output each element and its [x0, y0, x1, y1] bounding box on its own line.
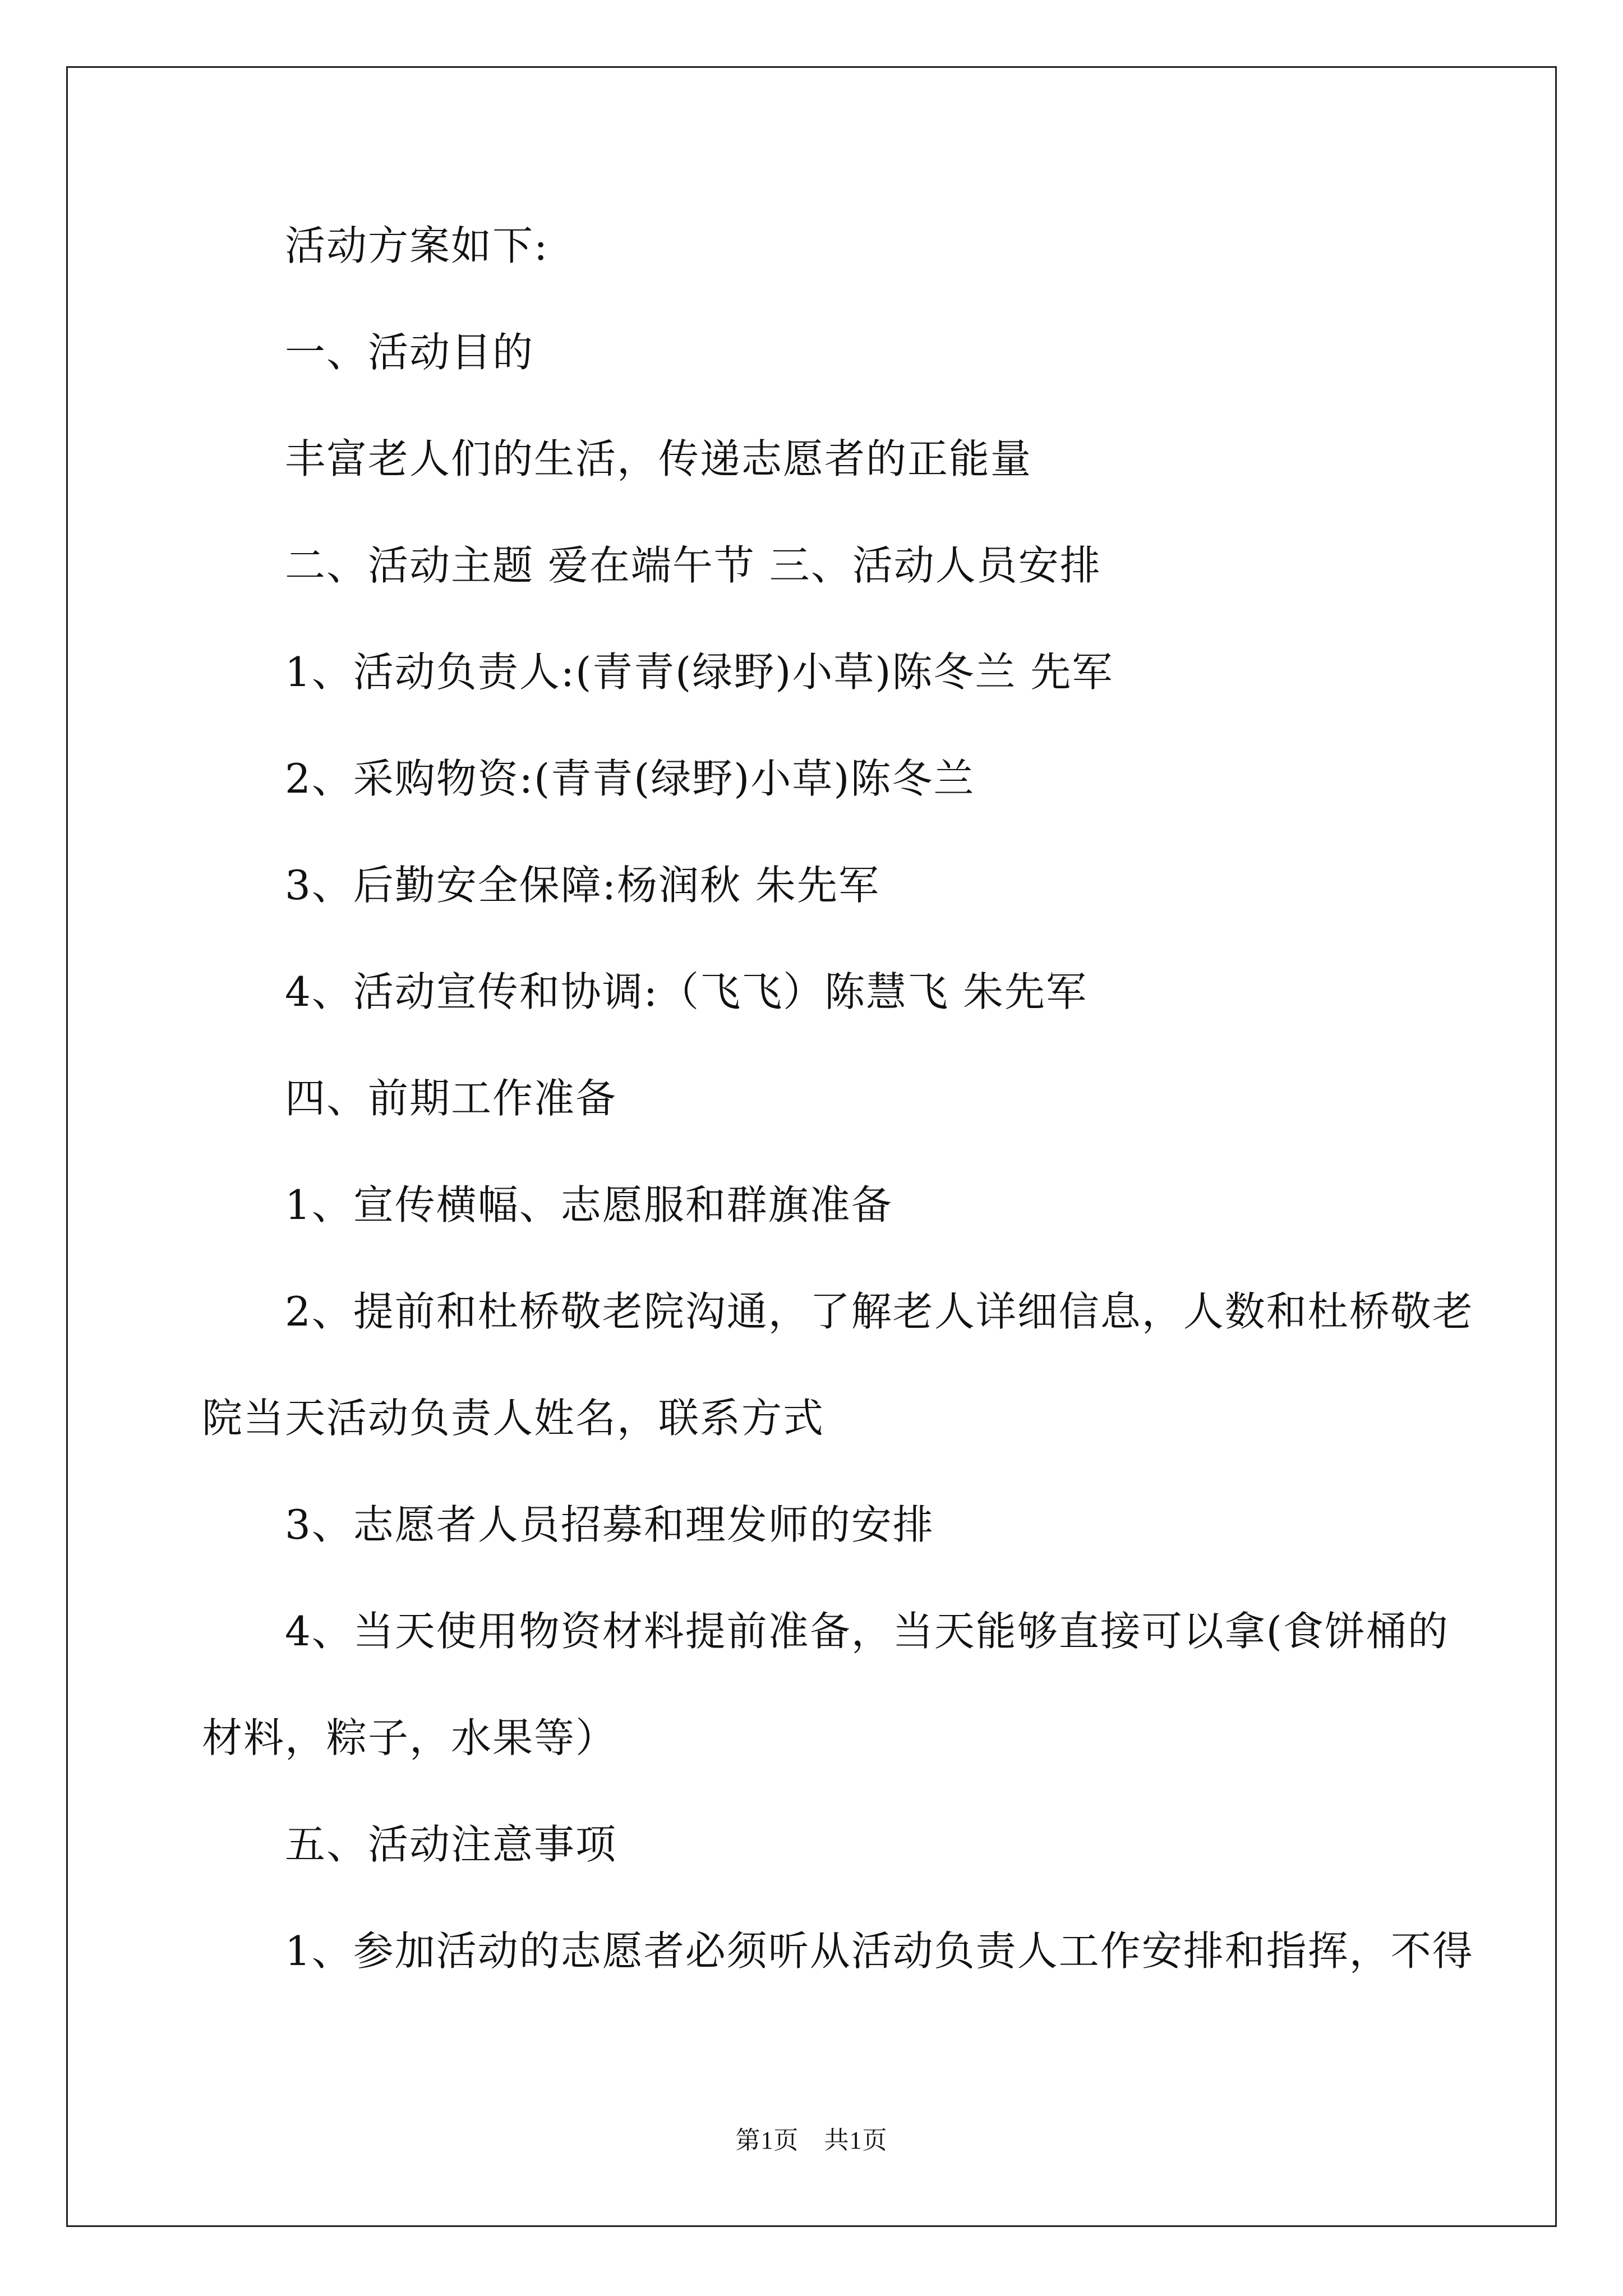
preparation-item-4-continued: 材料，粽子，水果等）	[202, 1714, 617, 1761]
preparation-item-2-continued: 院当天活动负责人姓名，联系方式	[202, 1395, 825, 1442]
page-number: 第1页 共1页	[735, 2127, 888, 2154]
staff-item-1: 1、活动负责人:(青青(绿野)小草)陈冬兰 先军	[285, 648, 1114, 696]
purpose-text: 丰富老人们的生活，传递志愿者的正能量	[285, 435, 1032, 482]
staff-item-3: 3、后勤安全保障:杨润秋 朱先军	[285, 862, 880, 909]
intro-line: 活动方案如下:	[285, 222, 549, 269]
section-heading-preparation: 四、前期工作准备	[285, 1075, 617, 1122]
preparation-item-4: 4、当天使用物资材料提前准备，当天能够直接可以拿(食饼桶的	[285, 1608, 1449, 1655]
preparation-item-1: 1、宣传横幅、志愿服和群旗准备	[285, 1181, 893, 1228]
section-heading-notes: 五、活动注意事项	[285, 1821, 617, 1868]
document-body	[202, 222, 1474, 2035]
preparation-item-2: 2、提前和杜桥敬老院沟通，了解老人详细信息，人数和杜桥敬老	[285, 1288, 1474, 1335]
section-heading-theme-staff: 二、活动主题 爱在端午节 三、活动人员安排	[285, 542, 1101, 589]
staff-item-2: 2、采购物资:(青青(绿野)小草)陈冬兰	[285, 755, 975, 802]
section-heading-purpose: 一、活动目的	[285, 329, 534, 376]
notes-item-1: 1、参加活动的志愿者必须听从活动负责人工作安排和指挥，不得	[285, 1927, 1474, 1975]
staff-item-4: 4、活动宣传和协调:（飞飞）陈慧飞 朱先军	[285, 968, 1087, 1015]
preparation-item-3: 3、志愿者人员招募和理发师的安排	[285, 1501, 934, 1548]
